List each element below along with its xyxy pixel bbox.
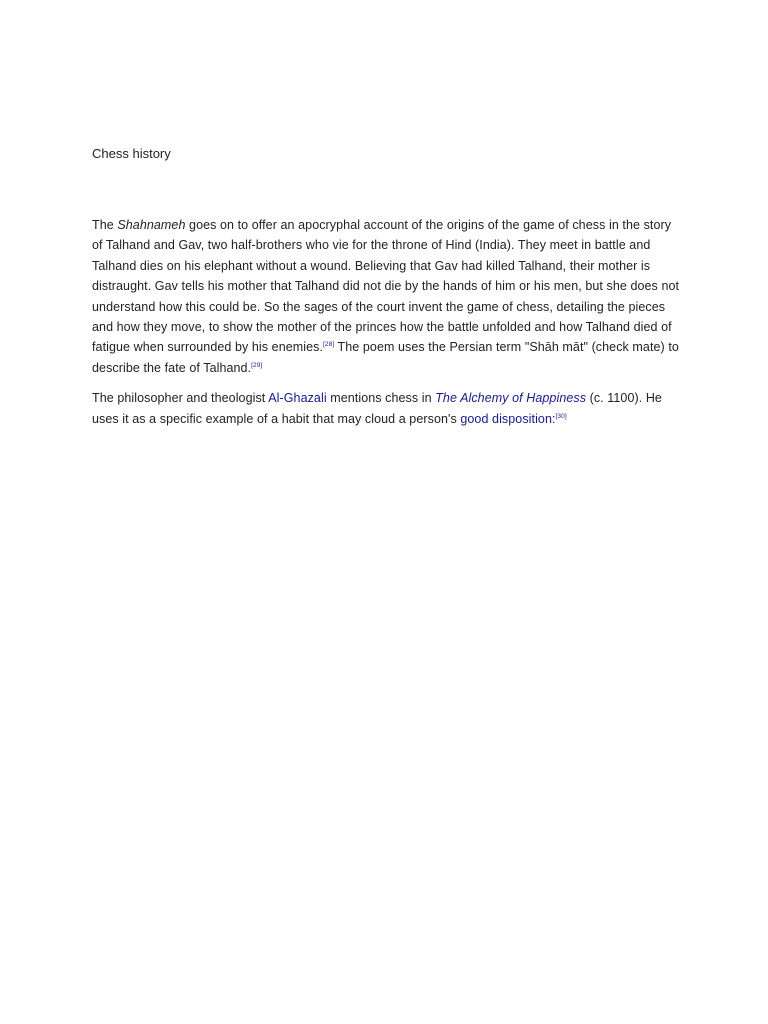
citation-30-link[interactable]: [30] bbox=[555, 412, 567, 420]
section-heading: Chess history bbox=[92, 146, 171, 161]
citation-28-link[interactable]: [28] bbox=[323, 341, 335, 349]
text: (c. 1100). He uses it as a specific example of a habit that may cloud a person's bbox=[92, 391, 662, 426]
al-ghazali-link[interactable]: Al-Ghazali bbox=[268, 391, 327, 406]
citation-29-link[interactable]: [29] bbox=[251, 361, 263, 369]
text: The philosopher and theologist bbox=[92, 391, 269, 406]
paragraph-al-ghazali bbox=[92, 388, 684, 429]
shahnameh-title: Shahnameh bbox=[117, 218, 186, 232]
text: The poem uses the Persian term "Shāh māt" (check mate) to describe the fate of Talhand. bbox=[92, 340, 679, 375]
text: goes on to offer an apocryphal account of the origins of the game of chess in the story of Talhand and Gav, two half-brothers who vie for the throne of Hind (India). They meet in battle and Talhand dies on his elephant without a wound. Believing that Gav had killed Talhand, their mother is distraught. Gav tells his mother that Talhand did not die by the hands of him or his men, but she does not understand how this could be. So the sages of the court invent the game of chess, detailing the pieces and how they move, to show the mother of the princes how the battle unfolded and how Talhand died of fatigue when surrounded by his enemies. bbox=[92, 218, 680, 355]
paragraph-shahnameh bbox=[92, 215, 684, 378]
alchemy-of-happiness-link[interactable]: The Alchemy of Happiness bbox=[435, 391, 587, 406]
text: The bbox=[92, 218, 118, 232]
text: mentions chess in bbox=[326, 391, 436, 406]
article-body bbox=[92, 215, 684, 439]
colon: : bbox=[551, 411, 556, 426]
good-disposition-link[interactable]: good disposition bbox=[460, 411, 552, 426]
